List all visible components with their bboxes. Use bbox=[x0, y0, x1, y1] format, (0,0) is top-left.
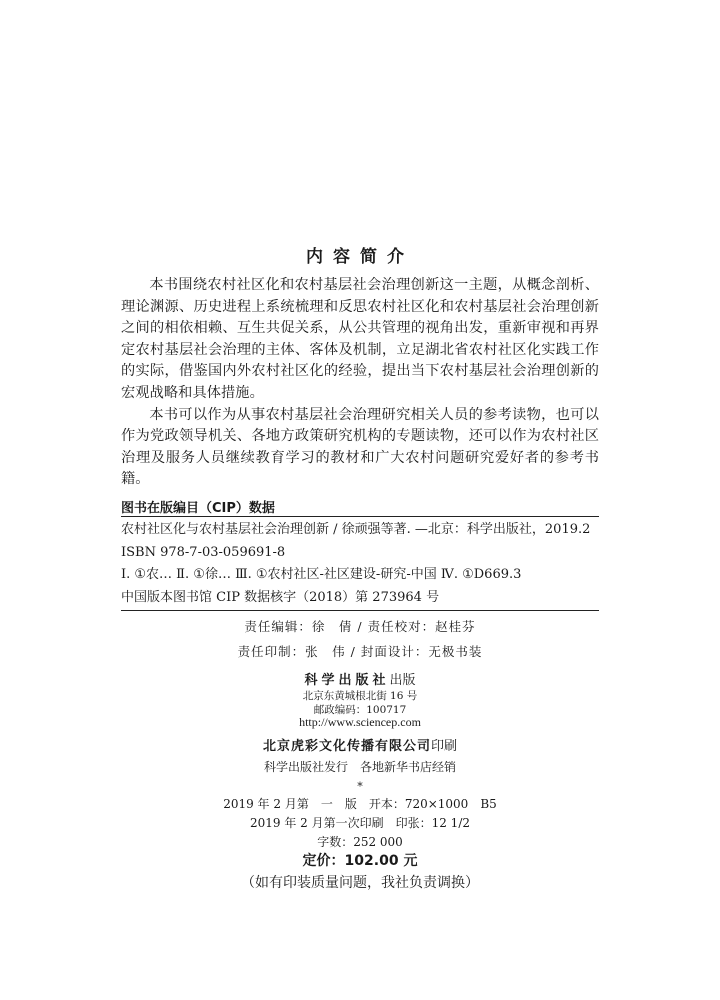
cip-header: 图书在版编目（CIP）数据 bbox=[121, 501, 275, 516]
cip-line-isbn: ISBN 978-7-03-059691-8 bbox=[121, 544, 286, 560]
distribution-line: 科学出版社发行 各地新华书店经销 bbox=[263, 760, 456, 774]
cip-line-record: 中国版本图书馆 CIP 数据核字（2018）第 273964 号 bbox=[121, 589, 440, 605]
printer-line bbox=[0, 735, 720, 754]
word-count-line: 字数：252 000 bbox=[317, 835, 403, 849]
printer-suffix: 印刷 bbox=[431, 739, 458, 754]
editor-credits: 责任编辑：徐 倩 / 责任校对：赵桂芬 bbox=[244, 619, 476, 634]
intro-title: 内容简介 bbox=[306, 247, 414, 267]
cip-bottom-rule bbox=[121, 610, 599, 611]
cip-data bbox=[121, 519, 607, 609]
edition-line: 2019 年 2 月第 一 版 开本：720×1000 B5 bbox=[223, 797, 497, 811]
intro-text bbox=[121, 275, 599, 491]
separator-asterisk: * bbox=[357, 780, 363, 793]
cip-top-rule bbox=[121, 516, 599, 517]
publisher-name: 科学出版社 bbox=[304, 673, 390, 688]
cip-line-classification: Ⅰ. ①农… Ⅱ. ①徐… Ⅲ. ①农村社区-社区建设-研究-中国 Ⅳ. ①D669.3 bbox=[121, 567, 522, 582]
printing-line: 2019 年 2 月第一次印刷 印张：12 1/2 bbox=[249, 816, 470, 830]
production-credits: 责任印制：张 伟 / 封面设计：无极书装 bbox=[237, 644, 483, 659]
publisher-url: http://www.sciencep.com bbox=[299, 715, 421, 729]
intro-paragraph-1: 本书围绕农村社区化和农村基层社会治理创新这一主题，从概念剖析、理论渊源、历史进程上系统梳理和反思农村社区化和农村基层社会治理创新之间的相依相赖、互生共促关系，从公共管理的视角出发，重新审视和再界定农村基层社会治理的主体、客体及机制，立足湖北省农村社区化实践工作的实际，借鉴国内外农村社区化的经验，提出当下农村基层社会治理创新的宏观战略和具体措施。 bbox=[121, 277, 599, 401]
publisher-postcode: 邮政编码：100717 bbox=[313, 704, 407, 716]
cip-line-title: 农村社区化与农村基层社会治理创新 / 徐顽强等著. —北京：科学出版社，2019.2 bbox=[121, 522, 591, 537]
quality-notice: （如有印装质量问题，我社负责调换） bbox=[241, 875, 479, 891]
publisher-suffix: 出版 bbox=[389, 673, 416, 688]
intro-paragraph-2: 本书可以作为从事农村基层社会治理研究相关人员的参考读物，也可以作为党政领导机关、各地方政策研究机构的专题读物，还可以作为农村社区治理及服务人员继续教育学习的教材和广大农村问题研究爱好者的参考书籍。 bbox=[121, 406, 599, 488]
publisher-line bbox=[0, 669, 720, 688]
price: 定价：102.00 元 bbox=[302, 853, 418, 869]
publisher-address: 北京东黄城根北街 16 号 bbox=[302, 690, 418, 702]
printer-name: 北京虎彩文化传播有限公司 bbox=[262, 739, 431, 754]
